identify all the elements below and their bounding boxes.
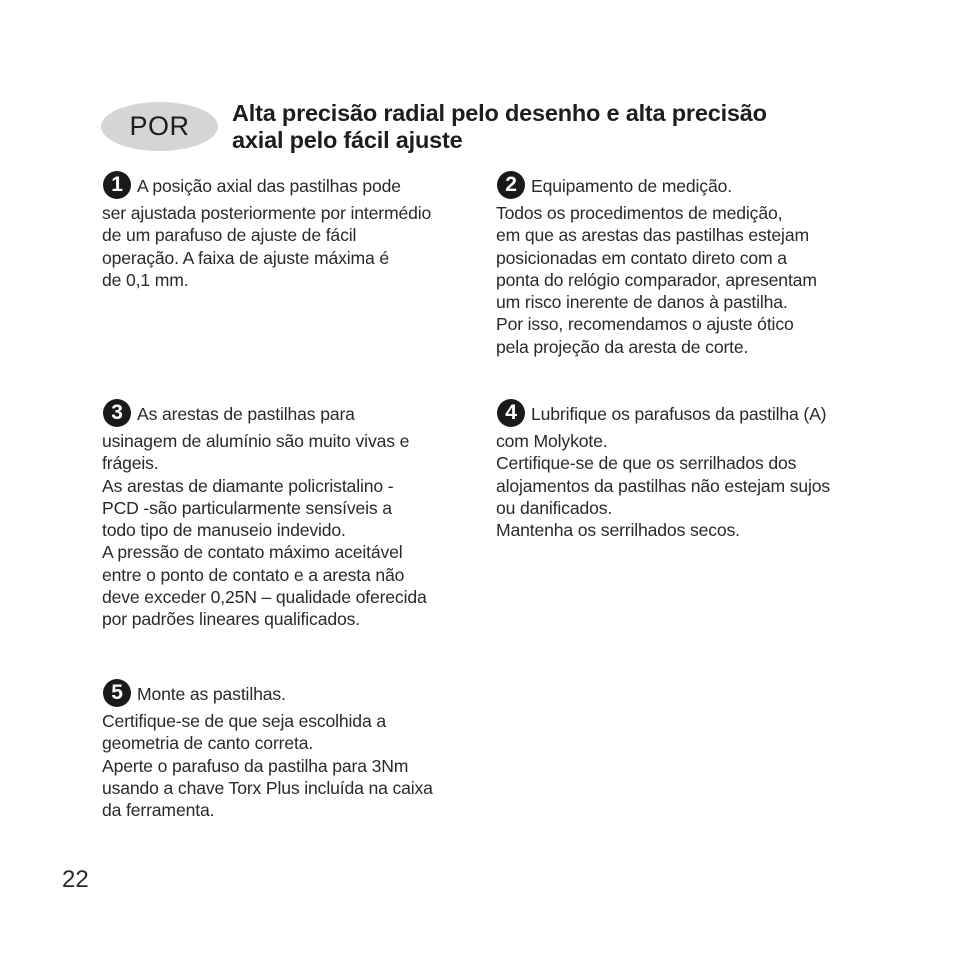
step-text-line: deve exceder 0,25N – qualidade oferecida <box>102 587 427 608</box>
step-number-badge: 1 <box>103 171 131 199</box>
step-4 <box>496 402 881 541</box>
step-text-line: com Molykote. <box>496 431 608 451</box>
step-text-line: A pressão de contato máximo aceitável <box>102 542 403 563</box>
step-text-line: todo tipo de manuseio indevido. <box>102 520 346 541</box>
step-1 <box>102 174 487 291</box>
step-text-line: de um parafuso de ajuste de fácil <box>102 225 357 246</box>
step-text-line: operação. A faixa de ajuste máxima é <box>102 247 390 268</box>
step-5 <box>102 682 487 821</box>
step-text-line: Certifique-se de que seja escolhida a <box>102 711 386 731</box>
step-text-line: alojamentos da pastilhas não estejam sujos <box>496 475 831 496</box>
step-text-line: usando a chave Torx Plus incluída na caixa <box>102 777 433 798</box>
step-text-line: frágeis. <box>102 453 159 474</box>
step-number-badge: 2 <box>497 171 525 199</box>
step-text-line: Por isso, recomendamos o ajuste ótico <box>496 314 794 335</box>
step-text-line: pela projeção da aresta de corte. <box>496 336 749 357</box>
step-number-badge: 5 <box>103 679 131 707</box>
step-text-line: usinagem de alumínio são muito vivas e <box>102 431 410 451</box>
step-text-line: Equipamento de medição. <box>531 175 732 196</box>
step-text-line: geometria de canto correta. <box>102 733 314 754</box>
step-text-line: ou danificados. <box>496 497 613 518</box>
step-text-line: posicionadas em contato direto com a <box>496 247 787 268</box>
step-text-line: Lubrifique os parafusos da pastilha (A) <box>531 403 827 424</box>
step-text-line: Monte as pastilhas. <box>137 683 286 704</box>
step-text-line: Todos os procedimentos de medição, <box>496 203 783 223</box>
step-text-line: da ferramenta. <box>102 800 215 821</box>
step-text-line: A posição axial das pastilhas pode <box>137 175 401 196</box>
step-text-line: um risco inerente de danos à pastilha. <box>496 292 788 313</box>
step-text-line: Certifique-se de que os serrilhados dos <box>496 453 797 474</box>
step-number-badge: 3 <box>103 399 131 427</box>
step-text-line: As arestas de pastilhas para <box>137 403 355 424</box>
step-text-line: PCD -são particularmente sensíveis a <box>102 497 392 518</box>
language-badge-label: POR <box>129 111 190 141</box>
step-2 <box>496 174 881 358</box>
step-text-line: em que as arestas das pastilhas estejam <box>496 225 809 246</box>
heading-line: Alta precisão radial pelo desenho e alta precisão <box>232 100 767 126</box>
step-text-line: ponta do relógio comparador, apresentam <box>496 269 817 290</box>
step-text-line: As arestas de diamante policristalino - <box>102 475 394 496</box>
step-3 <box>102 402 487 631</box>
step-number-badge: 4 <box>497 399 525 427</box>
section-heading <box>232 100 872 154</box>
step-text-line: Aperte o parafuso da pastilha para 3Nm <box>102 755 409 776</box>
step-text-line: ser ajustada posteriormente por intermédio <box>102 203 432 223</box>
step-text-line: por padrões lineares qualificados. <box>102 609 360 630</box>
heading-line: axial pelo fácil ajuste <box>232 127 463 153</box>
step-text-line: entre o ponto de contato e a aresta não <box>102 564 405 585</box>
page-number: 22 <box>62 866 89 893</box>
step-text-line: Mantenha os serrilhados secos. <box>496 520 740 541</box>
step-text-line: de 0,1 mm. <box>102 269 189 290</box>
language-badge <box>101 102 218 151</box>
